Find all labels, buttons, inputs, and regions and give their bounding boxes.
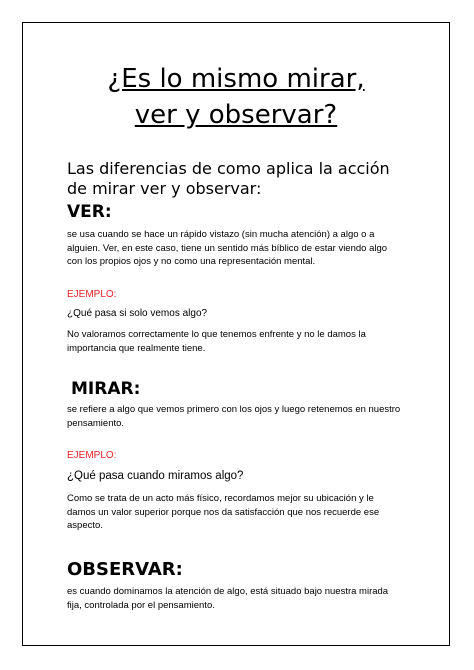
ver-answer-line-2: importancia que realmente tiene. [67,342,206,354]
mirar-answer-line-2: damos un valor superior porque nos da satisfacción que nos recuerde ese [67,506,380,518]
ver-example-question: ¿Qué pasa si solo vemos algo? [67,308,208,319]
mirar-example-question: ¿Qué pasa cuando miramos algo? [67,470,244,482]
title-line-2: ver y observar? [134,100,338,130]
ver-example-answer [67,328,427,355]
mirar-answer-line-3: aspecto. [67,520,103,531]
mirar-heading: MIRAR: [71,379,141,399]
observar-definition [67,585,427,612]
mirar-example-answer [67,492,427,533]
subtitle [67,159,427,199]
ver-definition [67,228,427,269]
subtitle-line-2: de mirar ver y observar: [67,179,262,198]
mirar-definition-line-2: pensamiento. [67,417,125,429]
observar-heading: OBSERVAR: [67,559,183,580]
ver-definition-line-2: alguien. Ver, en este caso, tiene un sentido más bíblico de estar viendo algo [67,242,388,254]
mirar-example-label: EJEMPLO: [67,450,117,461]
subtitle-line-1: Las diferencias de como aplica la acción [67,159,390,178]
title-line-1: ¿Es lo mismo mirar, [107,64,365,94]
ver-definition-line-3: con los propios ojos y no como una representación mental. [67,256,316,267]
mirar-answer-line-1: Como se trata de un acto más físico, recordamos mejor su ubicación y le [67,493,374,504]
observar-definition-line-2: fija, controlada por el pensamiento. [67,599,215,611]
document-page [22,22,450,646]
page-title [23,61,449,133]
ver-heading: VER: [67,202,112,222]
ver-answer-line-1: No valoramos correctamente lo que tenemos enfrente y no le damos la [67,329,366,340]
ver-definition-line-1: se usa cuando se hace un rápido vistazo (sin mucha atención) a algo o a [67,229,375,240]
observar-definition-line-1: es cuando dominamos la atención de algo, está situado bajo nuestra mirada [67,586,389,597]
mirar-definition-line-1: se refiere a algo que vemos primero con los ojos y luego retenemos en nuestro [67,404,401,415]
mirar-definition [67,403,427,430]
ver-example-label: EJEMPLO: [67,289,117,300]
